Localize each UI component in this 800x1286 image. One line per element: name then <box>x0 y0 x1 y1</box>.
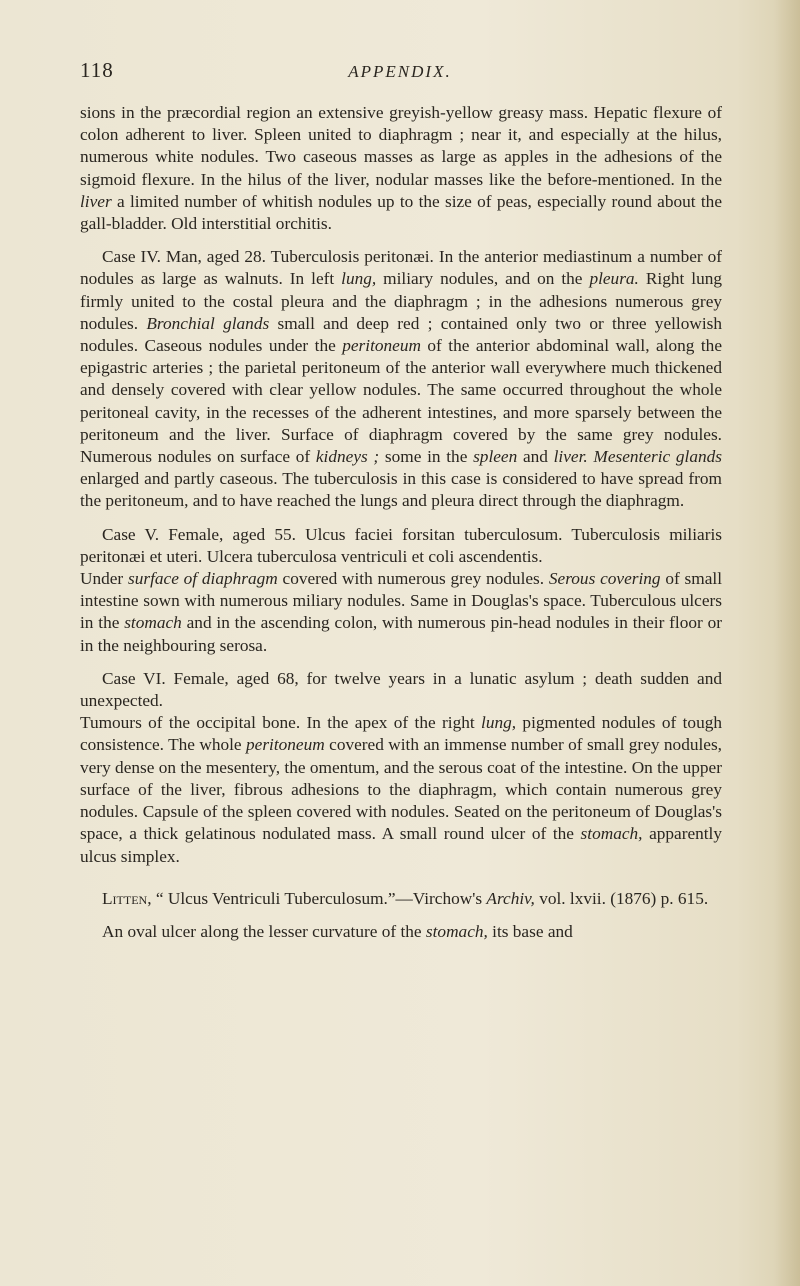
text-run: vol. lxvii. (1876) p. 615. <box>534 888 709 908</box>
author-name: Litten, <box>102 888 152 908</box>
page-edge-shadow <box>774 0 800 1286</box>
text-run: and <box>517 447 554 467</box>
text-run: Case VI. Female, aged 68, for twelve years in a lunatic asylum ; death sudden and unexpected. <box>80 668 722 711</box>
text-run: covered with an immense number of small grey nodules, very dense on the mesentery, the omentum, and the serous coat of the intestine. On the upper surface of the liver, fibrous adhesions to the diaphragm, which contain numerous grey nodules. Capsule of the spleen covered with nodules. Seated on the peritoneum of Douglas's space, a thick gelatinous nodulated mass. A small round ulcer of the <box>80 735 722 844</box>
italic-term: Mesenteric glands <box>593 447 722 467</box>
text-run: of small intestine sown with numerous miliary nodules. Same in Douglas's space. Tuberculous ulcers in the <box>80 569 722 633</box>
italic-term: lung, <box>481 713 517 733</box>
text-run: Right lung firmly united to the costal pleura and the diaphragm ; in the adhesions numerous grey nodules. <box>80 269 722 333</box>
paragraph-case-iv <box>80 246 722 512</box>
text-run: sions in the præcordial region an extensive greyish-yellow greasy mass. Hepatic flexure of colon adherent to liver. Spleen united to diaphragm ; near it, and especially at the hilus, numerous white nodules. Two caseous masses as large as apples in the adhesions of the sigmoid flexure. In the hilus of the liver, nodular masses like the before-mentioned. In the <box>80 103 722 189</box>
italic-term: pleura. <box>589 269 639 289</box>
italic-term: stomach, <box>425 921 488 941</box>
text-run: some in the <box>379 447 474 467</box>
italic-term: Serous covering <box>548 569 661 589</box>
italic-term: spleen <box>473 447 518 467</box>
running-head: APPENDIX. <box>348 62 452 81</box>
italic-term: stomach <box>124 613 182 633</box>
italic-term: Bronchial glands <box>146 313 270 333</box>
paragraph-case-vi-findings <box>80 712 722 867</box>
paragraph-case-v-findings <box>80 568 722 657</box>
page-number: 118 <box>80 58 114 82</box>
italic-term: stomach, <box>580 824 643 844</box>
text-run: “ Ulcus Ventriculi Tuberculosum.”—Virchow's <box>151 888 487 908</box>
italic-term: surface of diaphragm <box>127 569 278 589</box>
italic-term: Archiv, <box>486 888 535 908</box>
text-run: its base and <box>487 921 573 941</box>
text-run: pigmented nodules of tough consistence. The whole <box>80 713 722 755</box>
paragraph-1 <box>80 102 722 235</box>
paragraph-case-vi <box>80 668 722 712</box>
text-run: apparently ulcus simplex. <box>80 824 722 866</box>
page-body <box>80 102 722 954</box>
text-run: Case V. Female, aged 55. Ulcus faciei forsitan tuberculosum. Tuberculosis miliaris peritonæi et uteri. Ulcera tuberculosa ventriculi et coli ascendentis. <box>80 524 722 566</box>
italic-term: liver <box>80 191 112 211</box>
text-run: and in the ascending colon, with numerous pin-head nodules in their floor or in the neighbouring serosa. <box>80 613 722 655</box>
text-run: Under <box>80 569 128 589</box>
italic-term: kidneys ; <box>315 447 380 467</box>
text-run: An oval ulcer along the lesser curvature of the <box>102 921 426 941</box>
paragraph-oval-ulcer <box>80 921 722 943</box>
page-header <box>80 58 720 88</box>
text-run: of the anterior abdominal wall, along the epigastric arteries ; the parietal peritoneum of the anterior wall everywhere much thickened and densely covered with clear yellow nodules. The same occurred throughout the whole peritoneal cavity, in the recesses of the adherent intestines, and more sparsely between the peritoneum and the liver. Surface of diaphragm covered by the same grey nodules. Numerous nodules on surface of <box>80 336 722 467</box>
reference-litten <box>80 888 722 910</box>
italic-term: liver. <box>553 447 588 467</box>
italic-term: lung, <box>341 269 377 289</box>
paragraph-case-v <box>80 524 722 568</box>
text-run: covered with numerous grey nodules. <box>277 569 549 589</box>
italic-term: peritoneum <box>342 336 421 356</box>
text-run: miliary nodules, and on the <box>376 269 590 289</box>
text-run: enlarged and partly caseous. The tuberculosis in this case is considered to have spread from the peritoneum, and to have reached the lungs and pleura direct through the diaphragm. <box>80 469 722 511</box>
text-run: Tumours of the occipital bone. In the apex of the right <box>80 713 482 733</box>
italic-term: peritoneum <box>246 735 325 755</box>
text-run: a limited number of whitish nodules up to the size of peas, especially round about the gall-bladder. Old interstitial orchitis. <box>80 191 722 234</box>
text-run: Case IV. Man, aged 28. Tuberculosis peritonæi. In the anterior mediastinum a number of nodules as large as walnuts. In left <box>80 247 722 289</box>
text-run: small and deep red ; contained only two or three yellowish nodules. Caseous nodules under the <box>80 313 723 356</box>
